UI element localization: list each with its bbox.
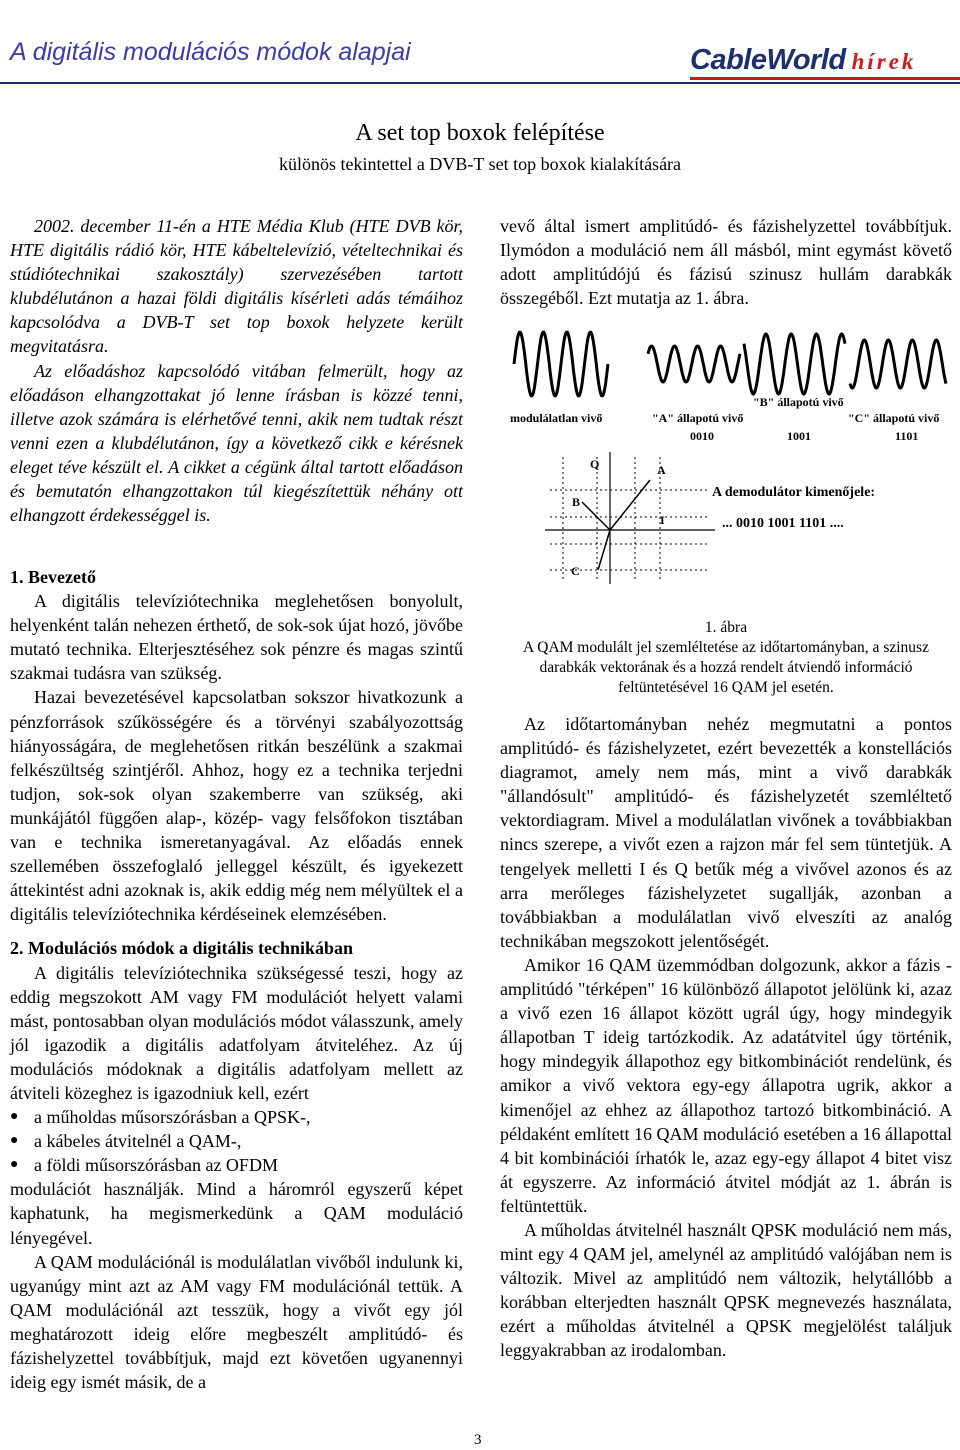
state-b-carrier-wave: [744, 334, 845, 394]
state-b-code: 1001: [787, 429, 811, 443]
waveform-strip: [514, 332, 946, 396]
list-item: ● a kábeles átvitelnél a QAM-,: [10, 1129, 463, 1153]
demodulator-title: A demodulátor kimenőjele:: [712, 485, 876, 500]
intro-paragraph-1: 2002. december 11-én a HTE Média Klub (HTE DVB kör, HTE digitális rádió kör, HTE kábeltelevízió, vételtechnikai és stúdiótechnikai szakosztály) szervezésében tartott klubdélutánon a hazai földi digitális kísérleti adás témáihoz kapcsolódva a DVB-T set top boxok helyzete került megvitatásra.: [10, 216, 463, 357]
section-2-paragraph-2: modulációt használják. Mind a háromról egyszerű képet kaphatunk, ha megismerkedünk a QAM moduláció lényegével.: [10, 1179, 463, 1248]
state-c-code: 1101: [895, 429, 919, 443]
state-c-label: "C" állapotú vivő: [848, 411, 940, 425]
section-2-paragraph-1: A digitális televíziótechnika szükségessé teszi, hogy az eddig megszokott AM vagy FM modulációt helyett valami mást, pontosabban olyan modulációs módot válasszunk, amely jól igazodik a digitális adatfolyam átviteléhez. Az új modulációs módoknak a digitális adatfolyam mellett az átviteli közeghez is igazodniuk kell, ezért: [10, 962, 463, 1103]
logo-sub: hírek: [851, 49, 917, 74]
state-a-carrier-wave: [648, 346, 740, 382]
section-1-paragraph-2: Hazai bevezetésével kapcsolatban sokszor hivatkozunk a pénzforrások szűkösségére és a törvényi szabályozottság hiányosságára, de meglehetősen ritkán beszélünk a szakmai felkészültség szintjéről. Ahhoz, hogy ez a technika terjedni tudjon, sok-sok olyan szakemberre van szükség, aki munkájától függően alap-, közép- vagy felsőfokon tisztában van e technika ismeretanyagával. Az előadás ennek szellemében összefoglaló jelleggel készült, és igyekezett áttekintést adni azoknak is, akik eddig még nem mélyültek el a digitális televíziótechnika kérdéseinek elemzésében.: [10, 687, 463, 925]
right-paragraph-3: A műholdas átvitelnél használt QPSK moduláció nem más, mint egy 4 QAM jel, amelynél az amplitúdó valójában nem is változik. Mivel az amplitúdó nem változik, helytállóbb a korábban elterjedten használt QPSK megnevezés használata, ezért a műholdas átvitelnél a QPSK megjelölést találjuk leggyakrabban az irodalomban.: [500, 1219, 952, 1361]
point-a-label: A: [657, 463, 666, 477]
demodulator-sequence: ... 0010 1001 1101 ....: [722, 516, 844, 531]
vector-c: [598, 530, 610, 570]
article-title: A set top boxok felépítése: [355, 120, 605, 146]
figure-number: 1. ábra: [704, 619, 748, 636]
right-paragraph-1: Az időtartományban nehéz megmutatni a pontos amplitúdó- és fázishelyzetet, ezért bevezették a konstellációs diagramot, amely nem más, mint a vivő darabkák "állandósult" amplitúdó- és fázishelyzetét szemléltető vektordiagram. Mivel a modulálatlan vivőnek a továbbiakban nincs szerepe, a vivőt ezen a rajzon már fel sem tüntetjük. A tengelyek melletti I és Q betűk még a vivővel azonos és az arra merőleges fázishelyzetet sugallják, azonban a továbbiakban a modulálatlan vivő elveszíti az analóg technikában megszokott jelentőségét.: [500, 714, 952, 951]
intro-paragraph-2: Az előadáshoz kapcsolódó vitában felmerült, hogy az előadáson elhangzottakat jó lenne írásban is közzé tenni, illetve azok számára is elérhetővé tenni, akik nem tudtak részt venni ezen a klubdélutánon, így a következő cikk e kérésnek eleget téve készült el. A cikket a cégünk által tartott előadáson és bemutatón elhangzottakon túl kiegészítettük néhány ott elhangzott érdekességgel is.: [10, 360, 463, 526]
left-column-body: [10, 565, 463, 1394]
state-a-code: 0010: [690, 429, 714, 443]
section-1-paragraph-1: A digitális televíziótechnika meglehetősen bonyolult, helyenként talán nehezen érthető, de sok-sok újat hozó, jövőbe mutató technika. Elterjesztéséhez sok pénzre és magas szintű szakmai tudásra van szükség.: [10, 591, 463, 684]
header-rule: [0, 82, 960, 84]
running-header-title: A digitális modulációs módok alapjai: [10, 38, 411, 66]
qam-figure: [500, 322, 960, 592]
point-b-label: B: [572, 495, 581, 509]
header-accent-line: [690, 77, 960, 80]
right-top-paragraph: vevő által ismert amplitúdó- és fázishelyzettel továbbítjuk. Ilymódon a moduláció nem áll másból, mint egymást követő adott amplitúdójú és fázisú szinusz hullám darabkák összegéből. Ezt mutatja az 1. ábra.: [500, 216, 952, 309]
intro-block: [10, 214, 463, 527]
state-b-label: "B" állapotú vivő: [753, 395, 844, 409]
point-c-label: C: [571, 564, 580, 578]
right-column-top: [500, 214, 952, 310]
q-axis-label: Q: [590, 457, 600, 471]
state-c-carrier-wave: [850, 340, 946, 388]
right-column-body: [500, 712, 952, 1363]
cableworld-logo: [690, 44, 916, 77]
right-paragraph-2: Amikor 16 QAM üzemmódban dolgozunk, akkor a fázis - amplitúdó "térképen" 16 különböző állapotot jelölünk ki, azaz a vivő ezen 16 állapot között ugrál úgy, hogy mindegyik állapotban T ideig tartózkodik. Az adatátvitel úgy történik, hogy mindegyik állapothoz egy bitkombinációt rendelünk, és amikor a vivő vektora egy-egy állapotra ugrik, akkor a kimenőjel az ehhez az állapothoz tartozó bitkombináció. A példaként említett 16 QAM moduláció esetében a 16 állapottal 4 bit kombinációi írhatók le, azaz egy-egy állapot 4 bitet visz át egyszerre. Az információ átvitel módját az 1. ábrán is feltüntettük.: [500, 954, 952, 1216]
section-2-paragraph-3: A QAM modulációnál is modulálatlan vivőből indulunk ki, ugyanúgy mint azt az AM vagy FM modulációnál tettük. A QAM modulációnál azt tesszük, hogy a vivőt egy jól meghatározott ideig előre megbeszélt amplitúdó- és fázishelyzettel továbbítjuk, majd ezt követően ugyanennyi ideig egy ismét másik, de a: [10, 1251, 463, 1393]
unmodulated-carrier-wave: [514, 332, 608, 396]
section-1-heading: 1. Bevezető: [10, 567, 96, 587]
unmod-carrier-label: modulálatlan vivő: [510, 411, 603, 425]
article-subtitle: különös tekintettel a DVB-T set top boxok kialakítására: [278, 154, 682, 174]
list-item: ● a műholdas műsorszórásban a QPSK-,: [10, 1105, 463, 1129]
state-a-label: "A" állapotú vivő: [652, 411, 744, 425]
list-item: ● a földi műsorszórásban az OFDM: [10, 1153, 463, 1177]
figure-caption: [500, 618, 952, 698]
vector-a: [610, 480, 650, 530]
section-2-heading: 2. Modulációs módok a digitális technikában: [10, 938, 354, 959]
i-axis-label: I: [660, 513, 665, 527]
vector-b: [582, 502, 610, 530]
page-number: 3: [474, 1432, 482, 1448]
modulation-list: [10, 1105, 463, 1177]
figure-caption-text: A QAM modulált jel szemléltetése az időtartományban, a szinusz darabkák vektorának és a hozzá rendelt átviendő információ feltüntetésével 16 QAM jel esetén.: [523, 639, 929, 696]
logo-main: CableWorld: [690, 44, 846, 76]
